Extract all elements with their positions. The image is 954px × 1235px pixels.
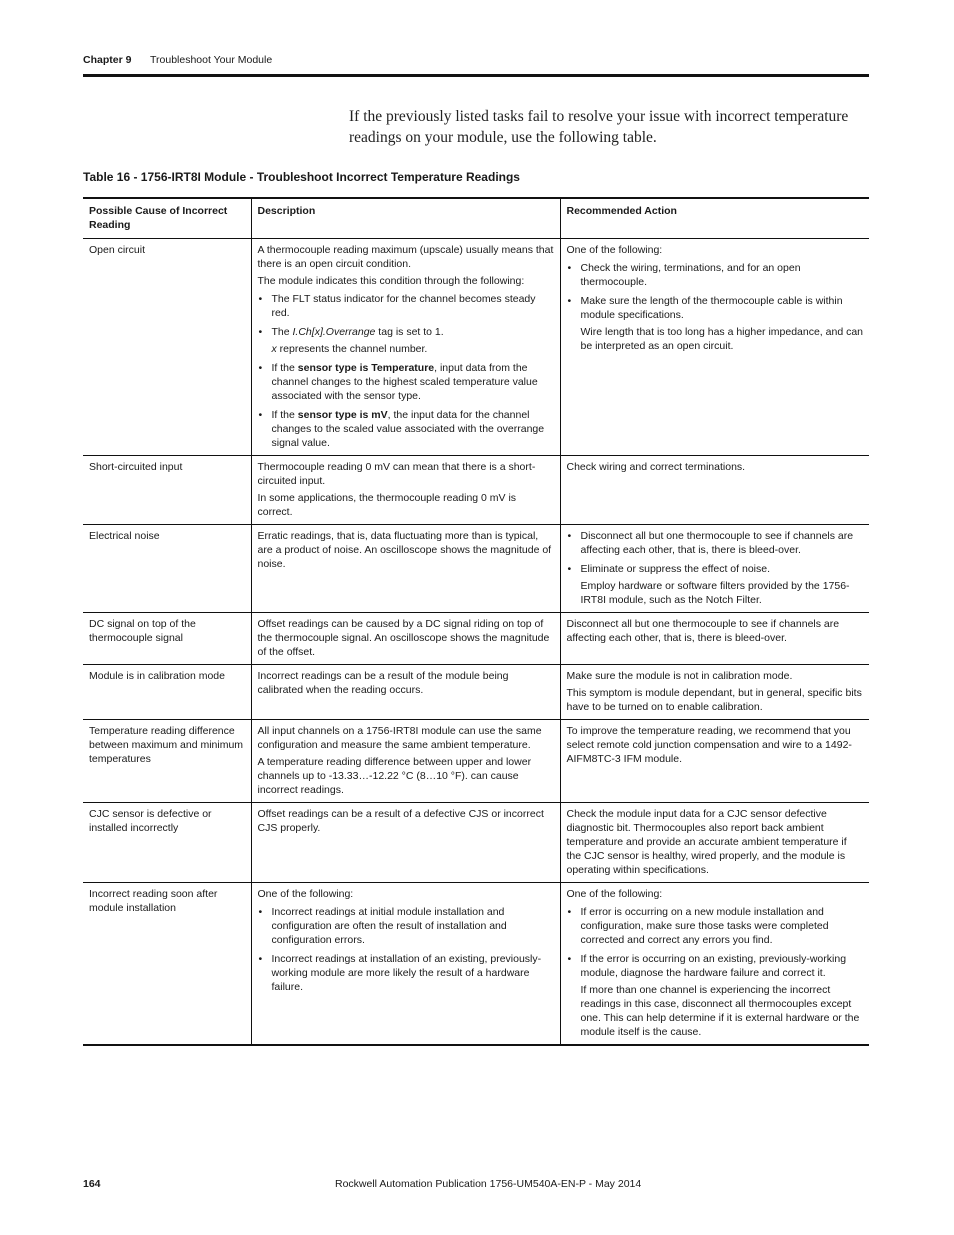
bullet-note: Employ hardware or software filters provided by the 1756-IRT8I module, such as the Notch Filter. xyxy=(580,580,850,606)
description-text: Offset readings can be caused by a DC signal riding on top of the thermocouple signal. An oscilloscope shows the magnitude of the offset. xyxy=(257,618,550,658)
bullet-list xyxy=(567,261,864,353)
description-cell xyxy=(251,803,560,883)
running-header xyxy=(83,54,273,66)
action-text: One of the following: xyxy=(566,888,663,900)
action-cell xyxy=(560,613,869,665)
text-run: , the input data for the channel changes to the scaled value associated with the overrange signal value. xyxy=(271,409,545,449)
description-text: In some applications, the thermocouple reading 0 mV is correct. xyxy=(257,492,517,518)
cause-cell: Open circuit xyxy=(89,244,146,256)
action-text: One of the following: xyxy=(566,244,663,256)
cause-cell: DC signal on top of the thermocouple signal xyxy=(89,618,196,644)
list-item xyxy=(581,562,864,607)
bullet-list xyxy=(567,529,864,607)
bullet-note xyxy=(272,342,554,356)
description-cell xyxy=(251,613,560,665)
text-run: The xyxy=(271,326,293,338)
table-row xyxy=(83,456,869,525)
table-row xyxy=(83,665,869,720)
variable-name: x xyxy=(271,343,277,355)
list-item xyxy=(581,294,864,353)
description-text: A temperature reading difference between upper and lower channels up to -13.33…-12.22 °C (8…10 °F). can cause incorrect readings. xyxy=(257,756,532,796)
cause-cell: Module is in calibration mode xyxy=(89,670,225,682)
table-caption: Table 16 - 1756-IRT8I Module - Troubleshoot Incorrect Temperature Readings xyxy=(83,170,520,184)
chapter-label: Chapter 9 xyxy=(83,54,132,66)
description-text: The module indicates this condition through the following: xyxy=(257,275,525,287)
cause-cell: CJC sensor is defective or installed incorrectly xyxy=(89,808,212,834)
description-cell xyxy=(251,456,560,525)
table-row xyxy=(83,613,869,665)
list-item: • Check the wiring, terminations, and for an open thermocouple. xyxy=(581,261,864,289)
bullet-note: If more than one channel is experiencing the incorrect readings in this case, disconnect all thermocouples except one. This can help determine if it is external hardware or the module itself is the cause. xyxy=(580,984,860,1038)
action-text: This symptom is module dependant, but in general, specific bits have to be turned on to enable calibration. xyxy=(566,687,862,713)
page-number: 164 xyxy=(83,1178,101,1190)
header-rule xyxy=(83,74,869,77)
bullet-note: Wire length that is too long has a higher impedance, and can be interpreted as an open circuit. xyxy=(580,326,864,352)
list-item xyxy=(581,952,864,1039)
cause-cell: Electrical noise xyxy=(89,530,160,542)
description-cell xyxy=(251,665,560,720)
table-row xyxy=(83,525,869,613)
bullet-list xyxy=(567,905,864,1039)
description-cell xyxy=(251,525,560,613)
list-item: • If error is occurring on a new module installation and configuration, make sure those tasks were completed corrected and correct any errors you find. xyxy=(581,905,864,947)
description-text: Offset readings can be a result of a defective CJS or incorrect CJS properly. xyxy=(257,808,544,834)
text-run: If the xyxy=(271,362,298,374)
action-cell xyxy=(560,803,869,883)
cause-cell: Short-circuited input xyxy=(89,461,183,473)
list-item: • Incorrect readings at installation of an existing, previously-working module are more likely the result of a hardware failure. xyxy=(272,952,554,994)
list-item: • Incorrect readings at initial module installation and configuration are often the result of installation and configuration errors. xyxy=(272,905,554,947)
bullet-list xyxy=(258,292,554,450)
list-item xyxy=(272,361,554,403)
list-item: • The FLT status indicator for the channel becomes steady red. xyxy=(272,292,554,320)
text-run: Eliminate or suppress the effect of noise. xyxy=(580,563,770,575)
text-run: If the xyxy=(271,409,298,421)
publication-info: Rockwell Automation Publication 1756-UM540A-EN-P - May 2014 xyxy=(335,1178,642,1190)
description-text: One of the following: xyxy=(257,888,354,900)
text-run: Make sure the length of the thermocouple cable is within module specifications. xyxy=(580,295,843,321)
list-item xyxy=(272,325,554,356)
action-cell xyxy=(560,883,869,1046)
action-text: Disconnect all but one thermocouple to see if channels are affecting each other, that is, there is bleed-over. xyxy=(566,618,840,644)
action-cell xyxy=(560,525,869,613)
description-cell xyxy=(251,239,560,456)
description-cell xyxy=(251,720,560,803)
description-text: Erratic readings, that is, data fluctuating more than is typical, are a product of noise. An oscilloscope shows the magnitude of noise. xyxy=(257,530,552,570)
description-text: All input channels on a 1756-IRT8I module can use the same configuration and measure the same ambient temperature. xyxy=(257,725,542,751)
text-run: tag is set to 1. xyxy=(375,326,444,338)
action-cell xyxy=(560,720,869,803)
emphasis-text: sensor type is mV xyxy=(297,409,388,421)
column-header-cause: Possible Cause of Incorrect Reading xyxy=(89,205,228,231)
bullet-list xyxy=(258,905,554,994)
troubleshoot-table xyxy=(83,197,869,1046)
text-run: , input data from the channel changes to the highest scaled temperature value associated with the sensor type. xyxy=(271,362,538,402)
action-text: Check wiring and correct terminations. xyxy=(566,461,746,473)
intro-paragraph: If the previously listed tasks fail to resolve your issue with incorrect temperature readings on your module, use the following table. xyxy=(349,108,849,146)
table-row xyxy=(83,239,869,456)
cause-cell: Incorrect reading soon after module installation xyxy=(89,888,218,914)
column-header-action: Recommended Action xyxy=(560,198,869,239)
cause-cell: Temperature reading difference between maximum and minimum temperatures xyxy=(89,725,244,765)
description-cell xyxy=(251,883,560,1046)
list-item xyxy=(272,408,554,450)
text-run: represents the channel number. xyxy=(276,343,428,355)
action-cell xyxy=(560,239,869,456)
table-row xyxy=(83,803,869,883)
tag-name: I.Ch[x].Overrange xyxy=(292,326,376,338)
list-item: • Disconnect all but one thermocouple to see if channels are affecting each other, that is, there is bleed-over. xyxy=(581,529,864,557)
action-text: Make sure the module is not in calibration mode. xyxy=(566,670,793,682)
description-text: Thermocouple reading 0 mV can mean that there is a short-circuited input. xyxy=(257,461,536,487)
section-title: Troubleshoot Your Module xyxy=(150,54,273,66)
table-row xyxy=(83,720,869,803)
column-header-description: Description xyxy=(251,198,560,239)
description-text: Incorrect readings can be a result of the module being calibrated when the reading occurs. xyxy=(257,670,509,696)
action-cell xyxy=(560,456,869,525)
table-header-row xyxy=(83,198,869,239)
action-cell xyxy=(560,665,869,720)
table-row xyxy=(83,883,869,1046)
description-text: A thermocouple reading maximum (upscale) usually means that there is an open circuit condition. xyxy=(257,244,554,270)
action-text: Check the module input data for a CJC sensor defective diagnostic bit. Thermocouples also report back ambient temperature and provide an accurate ambient temperature if the CJC sensor is healthy, wired properly, and the module is operating within specifications. xyxy=(566,808,847,876)
emphasis-text: sensor type is Temperature xyxy=(297,362,435,374)
text-run: If the error is occurring on an existing, previously-working module, diagnose the hardware failure and correct it. xyxy=(580,953,847,979)
action-text: To improve the temperature reading, we recommend that you select remote cold junction compensation and wire to a 1492-AIFM8TC-3 IFM module. xyxy=(566,725,852,765)
